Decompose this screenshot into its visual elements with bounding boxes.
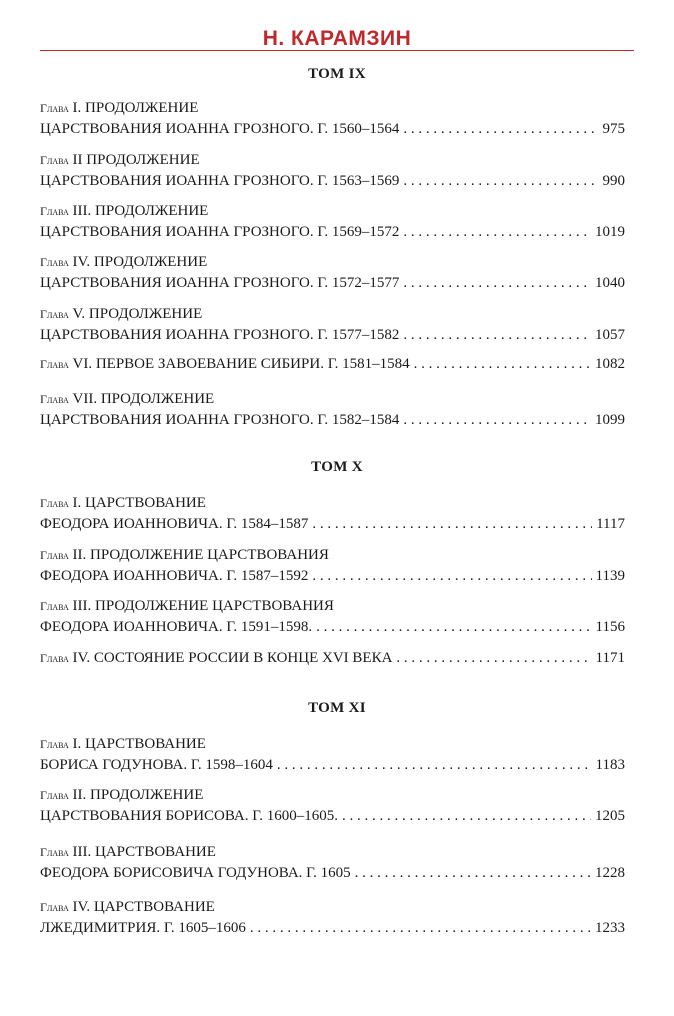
chapter-title-line (40, 273, 625, 294)
toc-entry[interactable] (40, 252, 625, 294)
page-number: 1183 (595, 757, 625, 773)
dot-leader (316, 617, 591, 638)
chapter-heading-line (40, 785, 625, 806)
chapter-prefix: Глава (40, 496, 69, 510)
chapter-heading: V. ПРОДОЛЖЕНИЕ (72, 306, 203, 322)
dot-leader (403, 171, 598, 192)
chapter-heading: I. ЦАРСТВОВАНИЕ (72, 736, 206, 752)
chapter-heading-line (40, 897, 625, 918)
chapter-heading-line (40, 734, 625, 755)
chapter-heading: III. ПРОДОЛЖЕНИЕ ЦАРСТВОВАНИЯ (72, 598, 334, 614)
chapter-title-wrap (40, 566, 308, 587)
chapter-title-wrap (40, 514, 308, 535)
chapter-heading: II. ПРОДОЛЖЕНИЕ (72, 787, 204, 803)
volume-title: ТОМ X (311, 459, 363, 475)
chapter-title: IV. СОСТОЯНИЕ РОССИИ В КОНЦЕ XVI ВЕКА (72, 650, 393, 666)
chapter-title-line (40, 325, 625, 346)
chapter-prefix: Глава (40, 307, 69, 321)
chapter-title-line (40, 119, 625, 140)
chapter-title-wrap (40, 648, 392, 669)
toc-entry[interactable] (40, 150, 625, 192)
chapter-title: БОРИСА ГОДУНОВА. Г. 1598–1604 (40, 757, 273, 773)
chapter-title-wrap (40, 918, 246, 939)
chapter-heading-line (40, 493, 625, 514)
toc-entry[interactable] (40, 545, 625, 587)
page-number: 1228 (595, 865, 625, 881)
chapter-heading-line (40, 201, 625, 222)
chapter-prefix: Глава (40, 548, 69, 562)
chapter-title-wrap (40, 806, 338, 827)
dot-leader (414, 354, 591, 375)
page-number: 1019 (595, 224, 625, 240)
chapter-heading: VII. ПРОДОЛЖЕНИЕ (72, 391, 215, 407)
page-number: 1040 (595, 275, 625, 291)
chapter-title-line (40, 755, 625, 776)
chapter-title: ЛЖЕДИМИТРИЯ. Г. 1605–1606 (40, 920, 246, 936)
chapter-prefix: Глава (40, 101, 69, 115)
chapter-heading: I. ЦАРСТВОВАНИЕ (72, 495, 206, 511)
chapter-heading: I. ПРОДОЛЖЕНИЕ (72, 100, 199, 116)
dot-leader (403, 222, 591, 243)
chapter-prefix: Глава (40, 900, 69, 914)
chapter-title-wrap (40, 171, 399, 192)
toc-entry[interactable] (40, 201, 625, 243)
chapter-title: ФЕОДОРА БОРИСОВИЧА ГОДУНОВА. Г. 1605 (40, 865, 351, 881)
toc-entry[interactable] (40, 493, 625, 535)
chapter-prefix: Глава (40, 651, 69, 665)
toc-entry[interactable] (40, 842, 625, 884)
chapter-title-line (40, 806, 625, 827)
page-number: 1205 (595, 808, 625, 824)
chapter-prefix: Глава (40, 737, 69, 751)
toc-entry[interactable] (40, 897, 625, 939)
chapter-title: VI. ПЕРВОЕ ЗАВОЕВАНИЕ СИБИРИ. Г. 1581–1584 (72, 356, 410, 372)
chapter-title-line (40, 514, 625, 535)
page-number: 1139 (595, 568, 625, 584)
chapter-title: ЦАРСТВОВАНИЯ ИОАННА ГРОЗНОГО. Г. 1577–1582 (40, 327, 400, 343)
chapter-heading: III. ЦАРСТВОВАНИЕ (72, 844, 216, 860)
chapter-title-wrap (40, 222, 399, 243)
dot-leader (342, 806, 591, 827)
chapter-title-wrap (40, 119, 399, 140)
chapter-heading-line (40, 545, 625, 566)
toc-entry[interactable] (40, 734, 625, 776)
chapter-title: ФЕОДОРА ИОАННОВИЧА. Г. 1587–1592 (40, 568, 309, 584)
chapter-heading: III. ПРОДОЛЖЕНИЕ (72, 203, 209, 219)
page-number: 1171 (595, 650, 625, 666)
chapter-prefix: Глава (40, 788, 69, 802)
chapter-heading: IV. ПРОДОЛЖЕНИЕ (72, 254, 208, 270)
chapter-title: ФЕОДОРА ИОАННОВИЧА. Г. 1584–1587 (40, 516, 309, 532)
toc-entry[interactable] (40, 596, 625, 638)
toc-entry[interactable] (40, 304, 625, 346)
dot-leader (312, 514, 592, 535)
chapter-prefix: Глава (40, 204, 69, 218)
chapter-heading-line (40, 304, 625, 325)
page-number: 1057 (595, 327, 625, 343)
chapter-title: ЦАРСТВОВАНИЯ ИОАННА ГРОЗНОГО. Г. 1560–1564 (40, 121, 400, 137)
chapter-heading-line (40, 389, 625, 410)
page-number: 1117 (596, 516, 625, 532)
chapter-title-wrap (40, 354, 410, 375)
dot-leader (403, 119, 598, 140)
chapter-title-line (40, 354, 625, 375)
toc-entry[interactable] (40, 785, 625, 827)
chapter-heading-line (40, 842, 625, 863)
chapter-title: ЦАРСТВОВАНИЯ ИОАННА ГРОЗНОГО. Г. 1569–1572 (40, 224, 400, 240)
dot-leader (277, 755, 592, 776)
header-rule (40, 50, 634, 51)
chapter-title-line (40, 863, 625, 884)
dot-leader (403, 410, 591, 431)
page-number: 975 (602, 121, 625, 137)
chapter-title-line (40, 648, 625, 669)
chapter-title: ЦАРСТВОВАНИЯ ИОАННА ГРОЗНОГО. Г. 1582–1584 (40, 412, 400, 428)
dot-leader (312, 566, 591, 587)
chapter-prefix: Глава (40, 845, 69, 859)
chapter-title-line (40, 410, 625, 431)
chapter-title-wrap (40, 617, 312, 638)
chapter-title: ЦАРСТВОВАНИЯ ИОАННА ГРОЗНОГО. Г. 1563–1569 (40, 173, 400, 189)
chapter-heading: II. ПРОДОЛЖЕНИЕ ЦАРСТВОВАНИЯ (72, 547, 329, 563)
chapter-title: ФЕОДОРА ИОАННОВИЧА. Г. 1591–1598. (40, 619, 313, 635)
chapter-title-line (40, 171, 625, 192)
chapter-heading-line (40, 150, 625, 171)
chapter-prefix: Глава (40, 153, 69, 167)
page-number: 1156 (595, 619, 625, 635)
chapter-heading-line (40, 596, 625, 617)
chapter-title: ЦАРСТВОВАНИЯ ИОАННА ГРОЗНОГО. Г. 1572–1577 (40, 275, 400, 291)
toc-entry[interactable] (40, 98, 625, 140)
chapter-title-wrap (40, 755, 273, 776)
page-number: 990 (602, 173, 625, 189)
chapter-title-line (40, 566, 625, 587)
chapter-title-wrap (40, 325, 399, 346)
volume-title: ТОМ IX (308, 66, 366, 82)
volume-title: ТОМ XI (308, 700, 366, 716)
chapter-heading-line (40, 252, 625, 273)
dot-leader (403, 273, 591, 294)
toc-entry[interactable] (40, 389, 625, 431)
chapter-title-wrap (40, 863, 351, 884)
page-number: 1099 (595, 412, 625, 428)
chapter-title-line (40, 617, 625, 638)
toc-entry[interactable] (40, 354, 625, 375)
chapter-title-wrap (40, 410, 399, 431)
chapter-title: ЦАРСТВОВАНИЯ БОРИСОВА. Г. 1600–1605. (40, 808, 338, 824)
chapter-heading: II ПРОДОЛЖЕНИЕ (72, 152, 200, 168)
page-number: 1082 (595, 356, 625, 372)
author-running-head: Н. КАРАМЗИН (262, 27, 412, 50)
dot-leader (403, 325, 591, 346)
toc-entry[interactable] (40, 648, 625, 669)
chapter-title-wrap (40, 273, 399, 294)
chapter-heading: IV. ЦАРСТВОВАНИЕ (72, 899, 215, 915)
chapter-title-line (40, 222, 625, 243)
dot-leader (250, 918, 591, 939)
chapter-prefix: Глава (40, 357, 69, 371)
chapter-prefix: Глава (40, 599, 69, 613)
chapter-title-line (40, 918, 625, 939)
chapter-heading-line (40, 98, 625, 119)
dot-leader (396, 648, 591, 669)
dot-leader (355, 863, 591, 884)
chapter-prefix: Глава (40, 392, 69, 406)
chapter-prefix: Глава (40, 255, 69, 269)
page-number: 1233 (595, 920, 625, 936)
